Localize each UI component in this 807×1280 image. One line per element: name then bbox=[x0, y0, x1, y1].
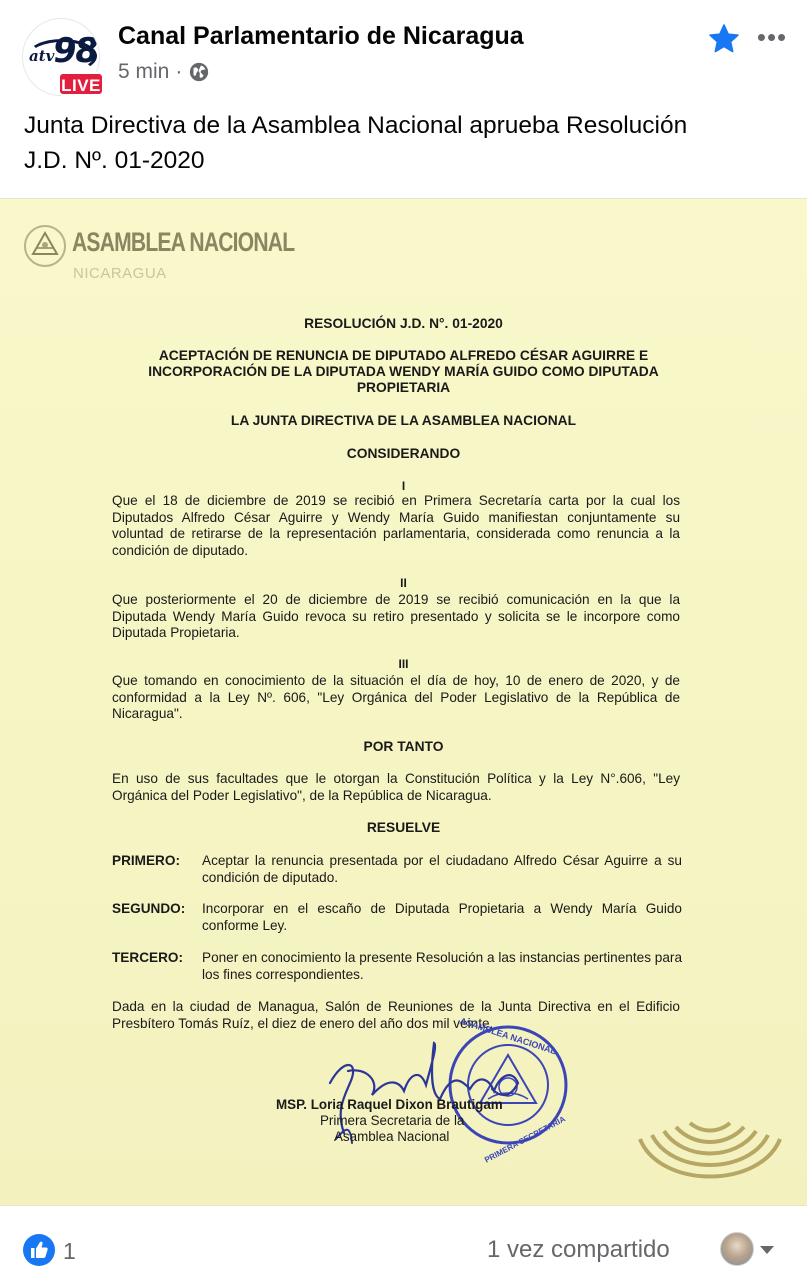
document-content bbox=[0, 199, 807, 1206]
por-tanto-heading: POR TANTO bbox=[363, 739, 444, 754]
avatar-logo-98: 98 bbox=[50, 31, 100, 71]
post-header bbox=[0, 0, 807, 110]
document-header-sub: NICARAGUA bbox=[73, 265, 167, 282]
resolution-key: PRIMERO: bbox=[112, 853, 180, 868]
subject-line-2: INCORPORACIÓN DE LA DIPUTADA WENDY MARÍA GUIDO COMO DIPUTADA bbox=[148, 364, 659, 379]
parliament-hemicycle-icon bbox=[640, 1123, 780, 1177]
signatory-role-line1: Primera Secretaria de la bbox=[320, 1113, 465, 1128]
closing-paragraph: Dada en la ciudad de Managua, Salón de Reuniones de la Junta Directiva en el Edificio Presbítero Tomás Ruíz, el diez de enero del año dos mil veinte. bbox=[112, 999, 680, 1031]
star-icon[interactable] bbox=[706, 22, 742, 56]
subject-line-3: PROPIETARIA bbox=[356, 380, 451, 395]
subject-line-1: ACEPTACIÓN DE RENUNCIA DE DIPUTADO ALFREDO CÉSAR AGUIRRE E bbox=[158, 348, 649, 363]
like-icon[interactable] bbox=[22, 1233, 56, 1267]
document-header-title: ASAMBLEA NACIONAL bbox=[72, 227, 295, 257]
asamblea-emblem-icon bbox=[22, 223, 68, 269]
resolution-key: TERCERO: bbox=[112, 950, 183, 965]
roman-numeral-1: I bbox=[401, 479, 406, 493]
seal-text-bottom: PRIMERA SECRETARIA bbox=[483, 1114, 567, 1165]
handwritten-signature bbox=[330, 1043, 518, 1143]
paragraph-2: Que posteriormente el 20 de diciembre de 2019 se recibió comunicación en la que la Diputada Wendy María Guido revoca su retiro presentado y solicita se le incorpore como Diputada Propietaria. bbox=[112, 592, 680, 640]
share-avatar[interactable] bbox=[720, 1232, 754, 1266]
roman-numeral-2: II bbox=[400, 576, 407, 590]
like-count[interactable]: 1 bbox=[63, 1238, 76, 1264]
paragraph-1: Que el 18 de diciembre de 2019 se recibió en Primera Secretaría carta por la cual los Diputados Alfredo César Aguirre y Wendy María Guido manifiestan conjuntamente su voluntad de retirarse de la representación parlamentaria, considerada como renuncia a la condición de diputado. bbox=[112, 493, 680, 558]
post-text-line1: Junta Directiva de la Asamblea Nacional aprueba Resolución bbox=[24, 112, 688, 139]
resolution-title: RESOLUCIÓN J.D. N°. 01-2020 bbox=[304, 316, 503, 331]
resolution-key: SEGUNDO: bbox=[112, 901, 186, 916]
resolution-value: Incorporar en el escaño de Diputada Propietaria a Wendy María Guido conforme Ley. bbox=[202, 901, 682, 933]
paragraph-3: Que tomando en conocimiento de la situación el día de hoy, 10 de enero de 2020, y de conformidad a la Ley Nº. 606, "Ley Orgánica del Poder Legislativo de la República de Nicaragua". bbox=[112, 673, 680, 721]
page-name[interactable]: Canal Parlamentario de Nicaragua bbox=[118, 22, 524, 50]
post-meta bbox=[118, 60, 210, 84]
meta-separator: · bbox=[175, 60, 183, 83]
roman-numeral-3: III bbox=[398, 657, 409, 671]
paragraph-4: En uso de sus facultades que le otorgan la Constitución Política y la Ley N°.606, "Ley Orgánica del Poder Legislativo", de la República de Nicaragua. bbox=[112, 771, 680, 803]
signatory-name: MSP. Loria Raquel Dixon Brautigam bbox=[276, 1097, 503, 1112]
share-count[interactable]: 1 vez compartido bbox=[487, 1236, 670, 1263]
resuelve-heading: RESUELVE bbox=[366, 820, 441, 835]
more-icon[interactable]: ••• bbox=[756, 22, 788, 52]
post-time[interactable]: 5 min bbox=[118, 60, 170, 83]
chevron-down-icon[interactable] bbox=[758, 1244, 776, 1256]
post-text-line2: J.D. Nº. 01-2020 bbox=[24, 147, 205, 174]
considerando-heading: CONSIDERANDO bbox=[346, 446, 461, 461]
signatory-role-line2: Asamblea Nacional bbox=[334, 1129, 450, 1144]
resolution-value: Poner en conocimiento la presente Resolución a las instancias pertinentes para los fines correspondientes. bbox=[202, 950, 682, 982]
body-title: LA JUNTA DIRECTIVA DE LA ASAMBLEA NACIONAL bbox=[230, 413, 577, 428]
post-footer bbox=[0, 1206, 807, 1280]
seal-text-top: ASAMBLEA NACIONAL bbox=[458, 1015, 558, 1057]
post-text bbox=[24, 108, 794, 178]
post-image-document[interactable] bbox=[0, 198, 807, 1206]
globe-icon bbox=[188, 61, 210, 83]
live-badge: LIVE bbox=[58, 72, 104, 96]
resolution-value: Aceptar la renuncia presentada por el ciudadano Alfredo César Aguirre a su condición de diputado. bbox=[202, 853, 682, 885]
avatar-logo-atv: atv bbox=[29, 47, 55, 65]
